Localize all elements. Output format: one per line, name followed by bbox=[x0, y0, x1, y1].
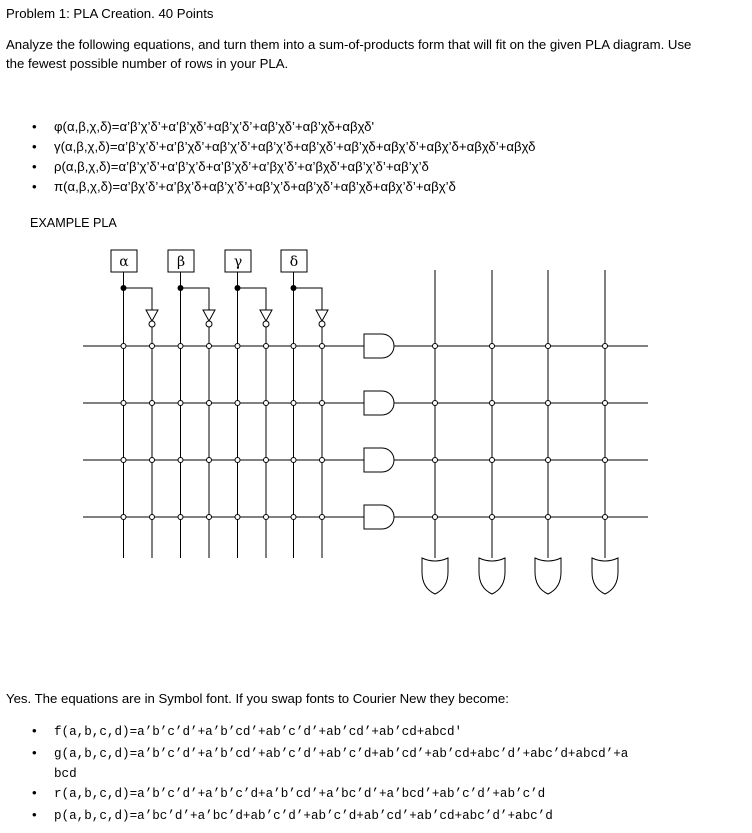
equation-p: p(a,b,c,d)=a’bc’d’+a’bc’d+ab’c’d’+ab’c’d+ab’cd’+ab’cd+abc’d’+abc’d bbox=[54, 808, 553, 823]
list-item bbox=[32, 137, 535, 157]
crosspoint bbox=[490, 515, 495, 520]
or-gate bbox=[535, 558, 561, 594]
bullet-icon: • bbox=[32, 744, 37, 760]
crosspoint bbox=[291, 344, 296, 349]
crosspoint bbox=[603, 401, 608, 406]
crosspoint bbox=[490, 458, 495, 463]
input-label: β bbox=[176, 254, 186, 270]
list-item bbox=[32, 783, 628, 805]
crosspoint bbox=[291, 401, 296, 406]
crosspoint bbox=[207, 515, 212, 520]
inverter-wire bbox=[238, 288, 267, 310]
instructions-line-1: Analyze the following equations, and turn them into a sum-of-products form that will fit on the given PLA diagram. Use bbox=[6, 37, 692, 52]
list-item bbox=[32, 764, 628, 783]
and-gate bbox=[364, 448, 394, 472]
inverter-bubble bbox=[263, 321, 269, 327]
list-item bbox=[32, 721, 628, 743]
inverter-triangle bbox=[316, 310, 328, 321]
list-item bbox=[32, 117, 535, 137]
inverter-bubble bbox=[319, 321, 325, 327]
crosspoint bbox=[546, 458, 551, 463]
crosspoint bbox=[121, 458, 126, 463]
crosspoint bbox=[150, 344, 155, 349]
crosspoint bbox=[546, 344, 551, 349]
example-pla-label: EXAMPLE PLA bbox=[30, 216, 117, 230]
crosspoint bbox=[320, 458, 325, 463]
crosspoint bbox=[235, 515, 240, 520]
bullet-icon: • bbox=[32, 723, 37, 738]
crosspoint bbox=[291, 458, 296, 463]
crosspoint bbox=[121, 515, 126, 520]
or-gate bbox=[592, 558, 618, 594]
crosspoint bbox=[320, 401, 325, 406]
inverter-wire bbox=[124, 288, 153, 310]
crosspoint bbox=[433, 515, 438, 520]
equation-pi: π(α,β,χ,δ)=α’βχ’δ’+α’βχ’δ+αβ’χ’δ’+αβ’χ’δ+αβ’χδ’+αβ’χδ+αβχ’δ’+αβχ’δ bbox=[54, 179, 456, 194]
crosspoint bbox=[207, 458, 212, 463]
and-gate bbox=[364, 391, 394, 415]
bullet-icon: • bbox=[32, 785, 37, 800]
crosspoint bbox=[603, 515, 608, 520]
crosspoint bbox=[235, 401, 240, 406]
instructions-line-2: the fewest possible number of rows in your PLA. bbox=[6, 56, 289, 71]
crosspoint bbox=[264, 344, 269, 349]
and-gate bbox=[364, 334, 394, 358]
crosspoint bbox=[121, 344, 126, 349]
courier-equation-list bbox=[32, 721, 628, 826]
input-label: α bbox=[119, 254, 129, 270]
inverter-triangle bbox=[146, 310, 158, 321]
bullet-icon: • bbox=[32, 806, 37, 822]
crosspoint bbox=[207, 344, 212, 349]
crosspoint bbox=[490, 401, 495, 406]
and-gate bbox=[364, 505, 394, 529]
equation-f: f(a,b,c,d)=a’b’c’d’+a’b’cd’+ab’c’d’+ab’cd’+ab’cd+abcd' bbox=[54, 725, 463, 739]
crosspoint bbox=[150, 401, 155, 406]
bullet-icon: • bbox=[32, 179, 37, 194]
crosspoint bbox=[178, 401, 183, 406]
crosspoint bbox=[546, 401, 551, 406]
symbol-equation-list bbox=[32, 117, 535, 197]
equation-r: r(a,b,c,d)=a’b’c’d’+a’b’c’d+a’b’cd’+a’bc’d’+a’bcd’+ab’c’d’+ab’c’d bbox=[54, 787, 546, 801]
inverter-bubble bbox=[206, 321, 212, 327]
crosspoint bbox=[264, 458, 269, 463]
equation-rho: ρ(α,β,χ,δ)=α’β’χ’δ’+α’β’χ’δ+α’β’χδ’+α’βχ’δ’+α’βχδ’+αβ’χ’δ’+αβ’χ’δ bbox=[54, 159, 429, 174]
crosspoint bbox=[264, 401, 269, 406]
input-label: δ bbox=[289, 254, 299, 270]
equation-phi: φ(α,β,χ,δ)=α’β’χ’δ’+α’β’χδ’+αβ’χ’δ’+αβ’χδ’+αβ’χδ+αβχδ' bbox=[54, 119, 375, 134]
crosspoint bbox=[235, 344, 240, 349]
crosspoint bbox=[603, 344, 608, 349]
bullet-icon: • bbox=[32, 119, 37, 134]
crosspoint bbox=[320, 515, 325, 520]
crosspoint bbox=[546, 515, 551, 520]
equation-gamma: γ(α,β,χ,δ)=α’β’χ’δ’+α’β’χδ’+αβ’χ’δ’+αβ’χ’δ+αβ’χδ’+αβ’χδ+αβχ’δ’+αβχ’δ+αβχδ’+αβχδ bbox=[54, 139, 536, 154]
inverter-triangle bbox=[203, 310, 215, 321]
bullet-icon: • bbox=[32, 139, 37, 154]
crosspoint bbox=[603, 458, 608, 463]
inverter-wire bbox=[294, 288, 323, 310]
inverter-wire bbox=[181, 288, 210, 310]
crosspoint bbox=[150, 515, 155, 520]
list-item bbox=[32, 805, 628, 827]
crosspoint bbox=[433, 401, 438, 406]
pla-diagram bbox=[0, 240, 752, 600]
equation-g: g(a,b,c,d)=a’b’c’d’+a’b’cd’+ab’c’d’+ab’c’d+ab’cd’+ab’cd+abc’d’+abc’d+abcd’+a bbox=[54, 746, 629, 761]
courier-intro: Yes. The equations are in Symbol font. If you swap fonts to Courier New they become: bbox=[6, 691, 509, 706]
crosspoint bbox=[264, 515, 269, 520]
crosspoint bbox=[291, 515, 296, 520]
list-item bbox=[32, 177, 535, 197]
crosspoint bbox=[207, 401, 212, 406]
input-label: γ bbox=[233, 254, 243, 270]
or-gate bbox=[479, 558, 505, 594]
crosspoint bbox=[490, 344, 495, 349]
or-gate bbox=[422, 558, 448, 594]
crosspoint bbox=[150, 458, 155, 463]
crosspoint bbox=[433, 458, 438, 463]
equation-g-continued: bcd bbox=[54, 767, 77, 781]
problem-heading: Problem 1: PLA Creation. 40 Points bbox=[6, 6, 214, 21]
crosspoint bbox=[235, 458, 240, 463]
crosspoint bbox=[178, 515, 183, 520]
crosspoint bbox=[178, 458, 183, 463]
crosspoint bbox=[121, 401, 126, 406]
bullet-icon: • bbox=[32, 159, 37, 174]
crosspoint bbox=[178, 344, 183, 349]
list-item bbox=[32, 157, 535, 177]
crosspoint bbox=[433, 344, 438, 349]
crosspoint bbox=[320, 344, 325, 349]
list-item bbox=[32, 743, 628, 765]
inverter-bubble bbox=[149, 321, 155, 327]
inverter-triangle bbox=[260, 310, 272, 321]
